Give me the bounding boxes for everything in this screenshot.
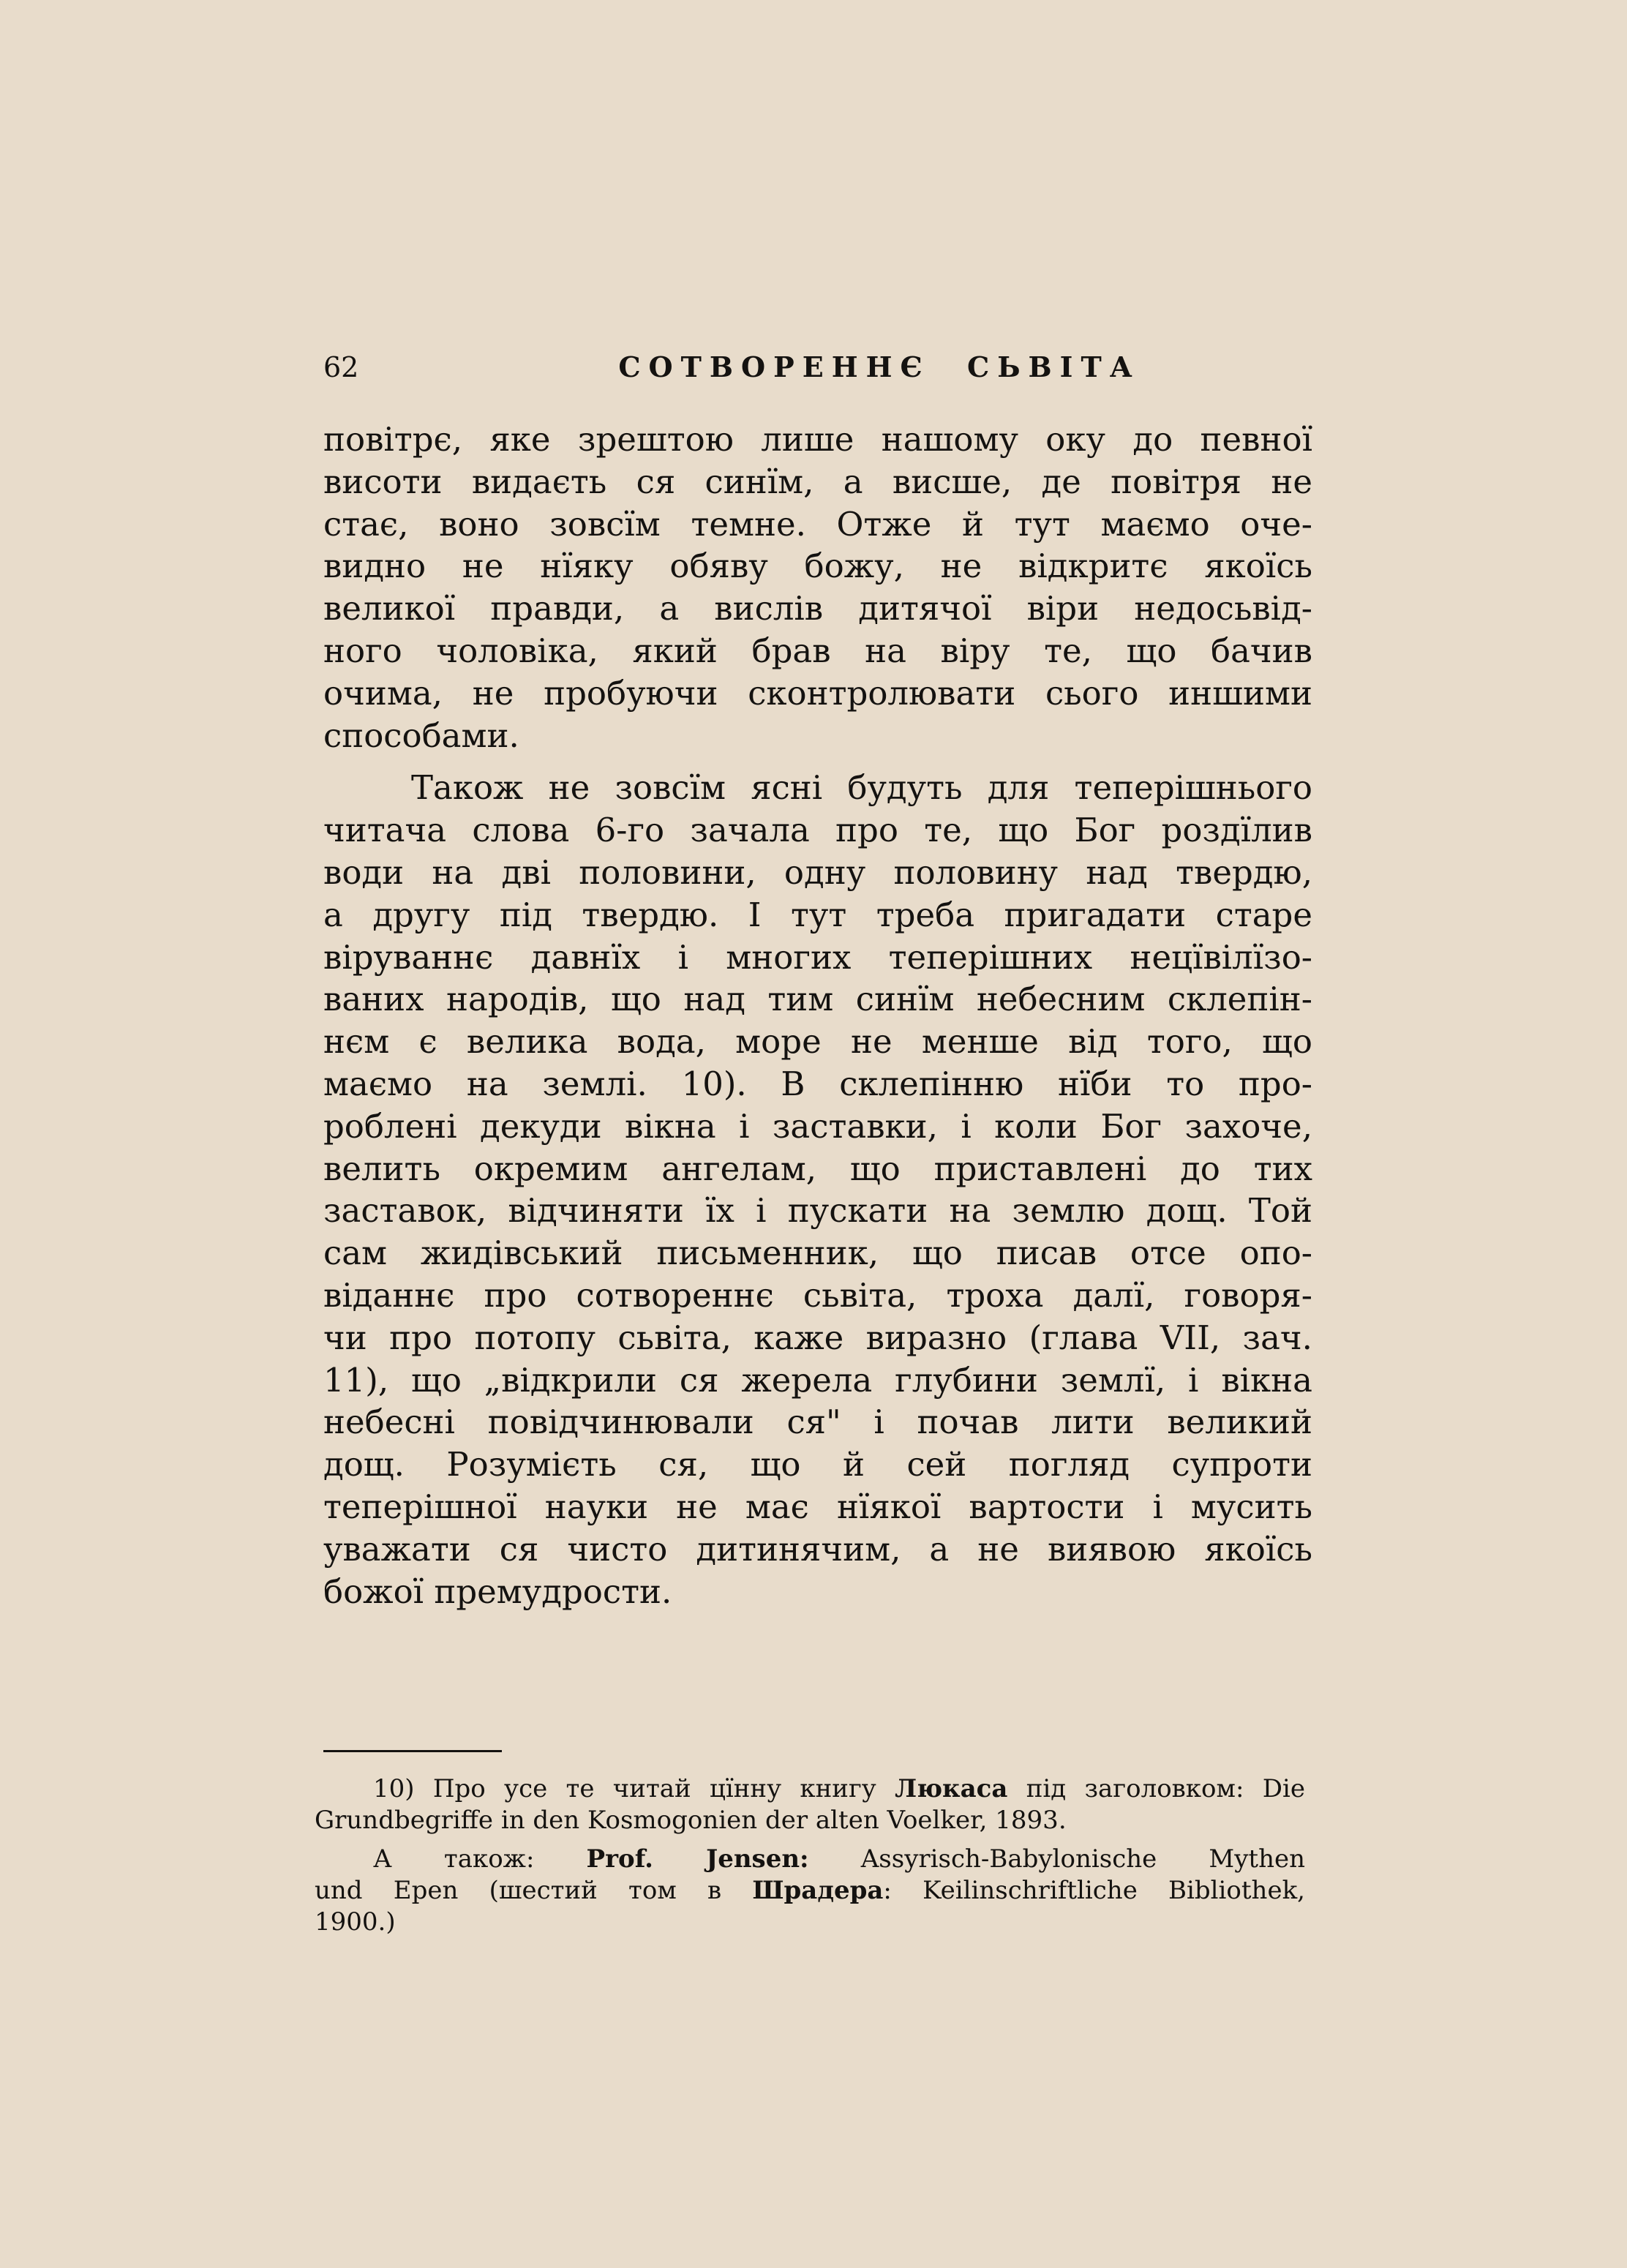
text-line: чи про потопу сьвіта, каже виразно (глава VII, зач. <box>323 1318 1312 1357</box>
footnote-author: Люкаса <box>895 1774 1008 1803</box>
footnote-text: Assyrisch-Babylonische Mythen <box>808 1844 1305 1874</box>
running-title: СОТВОРЕННЄ СЬВІТА <box>618 350 1141 383</box>
text-line: ного чоловіка, який брав на віру те, що бачив <box>323 631 1312 670</box>
footnote-author: Шрадера <box>752 1876 884 1905</box>
text-line: стає, воно зовсїм темне. Отже й тут маємо оче- <box>323 504 1312 544</box>
footnote-divider <box>323 1750 502 1752</box>
text-line: способами. <box>323 716 519 755</box>
footnote-line <box>315 1844 1305 1875</box>
footnote-text: А також: <box>373 1844 587 1874</box>
text-line: ваних народів, що над тим синїм небесним склепін- <box>323 980 1312 1019</box>
text-line: великої правди, а вислів дитячої віри недосьвід- <box>323 589 1312 628</box>
page-number: 62 <box>323 351 359 383</box>
paragraph-gap <box>323 756 1312 767</box>
text-line: повітрє, яке зрештою лише нашому оку до певної <box>323 420 1312 459</box>
text-line: небесні повідчинювали ся" і почав лити великий <box>323 1403 1312 1442</box>
text-line: віданнє про сотвореннє сьвіта, троха далї, говоря- <box>323 1275 1312 1315</box>
footnote-line: Grundbegriffe in den Kosmogonien der alten Voelker, 1893. <box>315 1806 1067 1835</box>
footnote-gap <box>315 1836 1305 1844</box>
text-line: видно не нїяку обяву божу, не відкритє якоїсь <box>323 547 1312 586</box>
footnote-text: und Epen (шестий том в <box>315 1876 753 1905</box>
footnote-author: Prof. Jensen: <box>586 1844 809 1874</box>
text-line: роблені декуди вікна і заставки, і коли Бог захоче, <box>323 1106 1312 1146</box>
text-line: віруваннє давнїх і многих теперішних нецївілїзо- <box>323 937 1312 977</box>
footnote-line <box>315 1773 1305 1805</box>
footnotes <box>315 1773 1305 1938</box>
footnote-line <box>315 1875 1305 1907</box>
text-line: очима, не пробуючи сконтролювати сього иншими <box>323 673 1312 713</box>
footnote-text: 10) Про усе те читай цїнну книгу <box>373 1774 895 1803</box>
text-line: теперішної науки не має нїякої вартости і мусить <box>323 1487 1312 1526</box>
text-line: дощ. Розумієть ся, що й сей погляд супроти <box>323 1445 1312 1484</box>
text-line: висоти видаєть ся синїм, а висше, де повітря не <box>323 462 1312 501</box>
text-line: нєм є велика вода, море не менше від того, що <box>323 1022 1312 1062</box>
text-line: Також не зовсїм ясні будуть для теперішнього <box>411 768 1312 808</box>
text-line: маємо на землі. 10). В склепінню нїби то про- <box>323 1064 1312 1103</box>
text-line: води на дві половини, одну половину над твердю, <box>323 852 1312 892</box>
footnote-text: під заголовком: Die <box>1007 1774 1305 1803</box>
text-line: читача слова 6-го зачала про те, що Бог роздїлив <box>323 811 1312 850</box>
text-line: а другу під твердю. І тут треба пригадати старе <box>323 895 1312 934</box>
text-line: заставок, відчиняти їх і пускати на землю дощ. Той <box>323 1191 1312 1231</box>
text-line: божої премудрости. <box>323 1572 672 1611</box>
footnote-line: 1900.) <box>315 1907 396 1937</box>
running-head <box>323 350 1312 394</box>
text-line: велить окремим ангелам, що приставлені до тих <box>323 1149 1312 1188</box>
text-line: 11), що „відкрили ся жерела глубини землї, і вікна <box>323 1360 1312 1400</box>
footnote-text: : Keilinschriftliche Bibliothek, <box>883 1876 1305 1905</box>
text-line: уважати ся чисто дитинячим, а не виявою якоїсь <box>323 1529 1312 1569</box>
text-line: сам жидівський письменник, що писав отсе опо- <box>323 1233 1312 1273</box>
body-text <box>323 418 1312 1612</box>
